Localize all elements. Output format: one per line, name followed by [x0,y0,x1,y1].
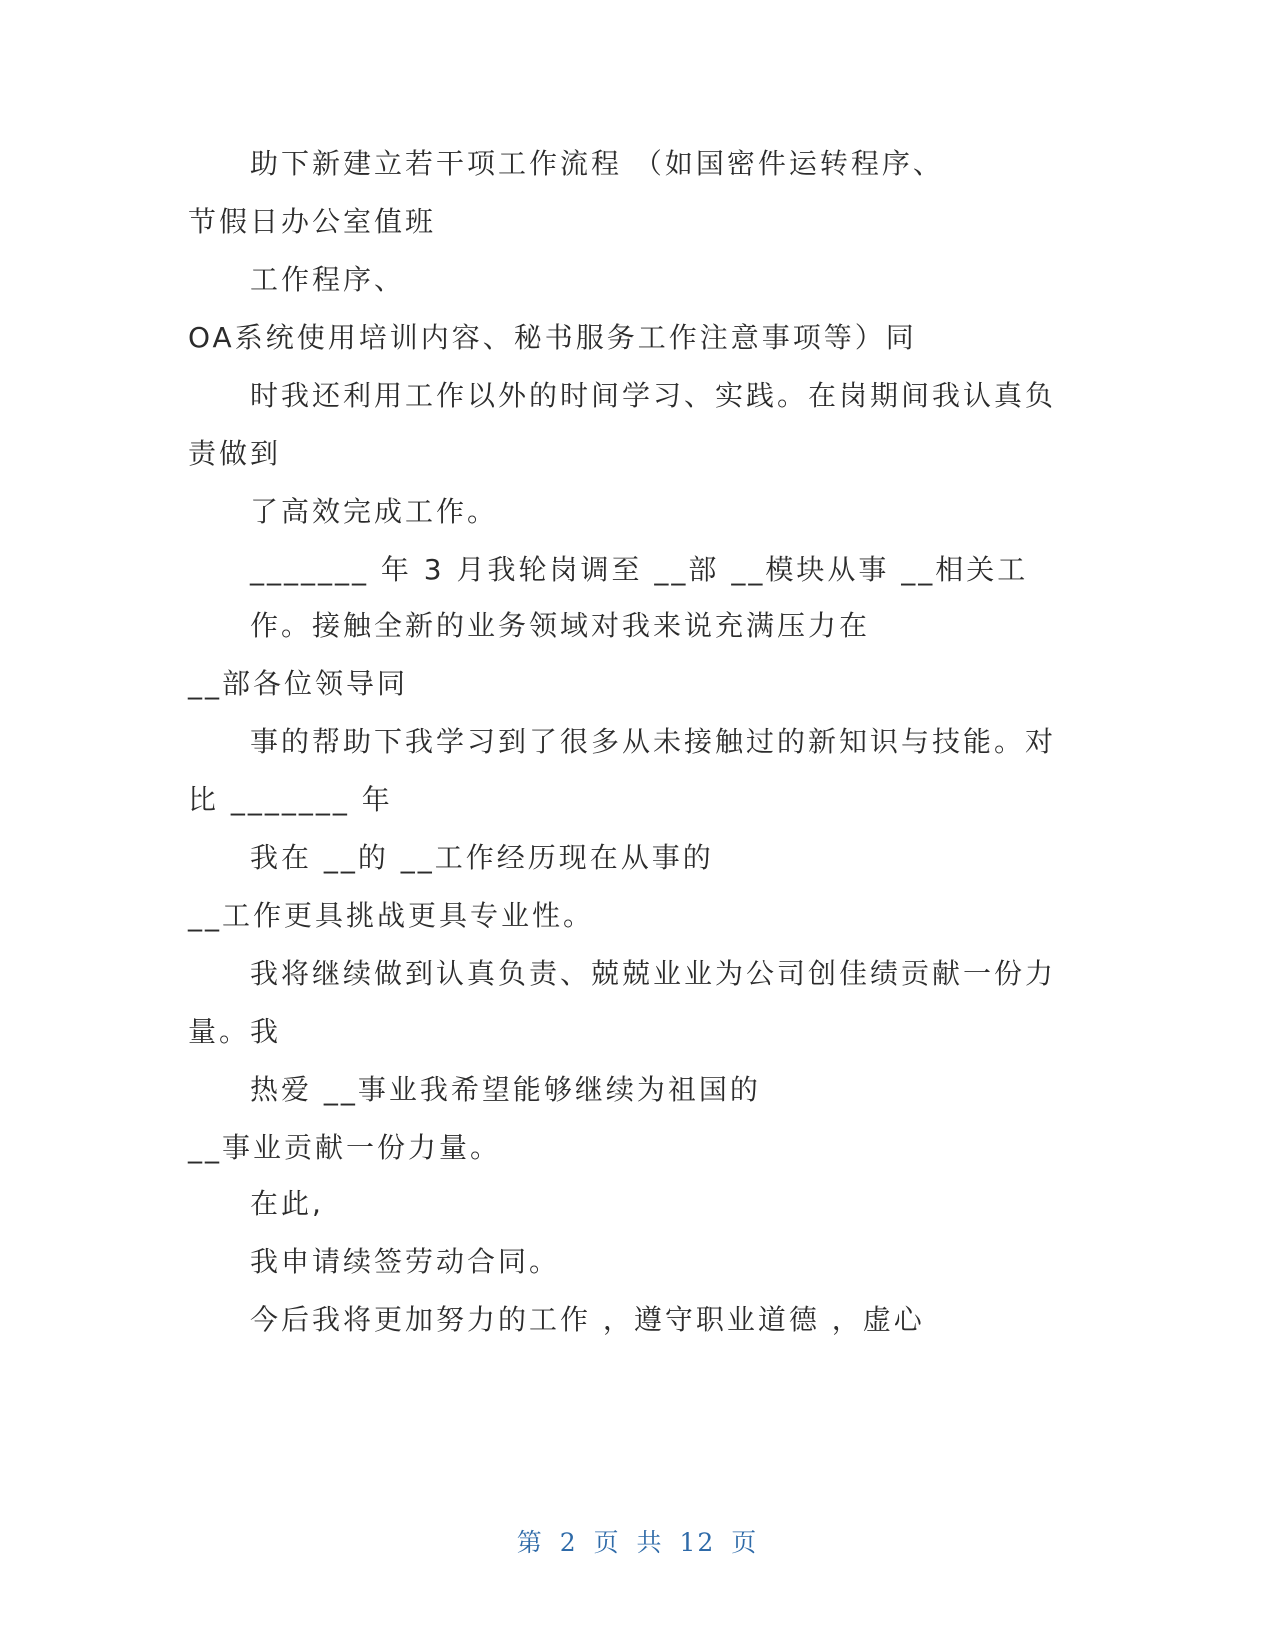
paragraph-line: 我将继续做到认真负责、兢兢业业为公司创佳绩贡献一份力 [250,957,1057,990]
paragraph-line: 热爱 __事业我希望能够继续为祖国的 [250,1073,761,1106]
page-number-footer: 第 2 页 共 12 页 [516,1528,759,1557]
paragraph-line: __工作更具挑战更具专业性。 [188,899,595,932]
paragraph-line: 今后我将更加努力的工作 ，遵守职业道德 ，虚心 [250,1303,925,1336]
paragraph-line: 了高效完成工作。 [250,495,499,528]
paragraph-line: _______ 年 3 月我轮岗调至 __部 __模块从事 __相关工 [250,553,1029,586]
paragraph-line: 量。我 [188,1015,282,1048]
paragraph-line: 我申请续签劳动合同。 [250,1245,561,1278]
paragraph-line: 工作程序、 [250,263,406,296]
paragraph-line: 责做到 [188,437,282,470]
paragraph-line: 在此, [250,1187,324,1220]
paragraph-line: 助下新建立若干项工作流程 （如国密件运转程序、 [250,147,944,180]
paragraph-line: 事的帮助下我学习到了很多从未接触过的新知识与技能。对 [250,725,1057,758]
paragraph-line: __部各位领导同 [188,667,409,700]
paragraph-line: __事业贡献一份力量。 [188,1131,502,1164]
paragraph-line: 比 _______ 年 [188,783,393,816]
paragraph-line: 我在 __的 __工作经历现在从事的 [250,841,714,874]
paragraph-line: 作。接触全新的业务领域对我来说充满压力在 [250,609,871,642]
paragraph-line: 节假日办公室值班 [188,205,437,238]
paragraph-line: OA系统使用培训内容、秘书服务工作注意事项等）同 [188,321,917,354]
paragraph-line: 时我还利用工作以外的时间学习、实践。在岗期间我认真负 [250,379,1057,412]
